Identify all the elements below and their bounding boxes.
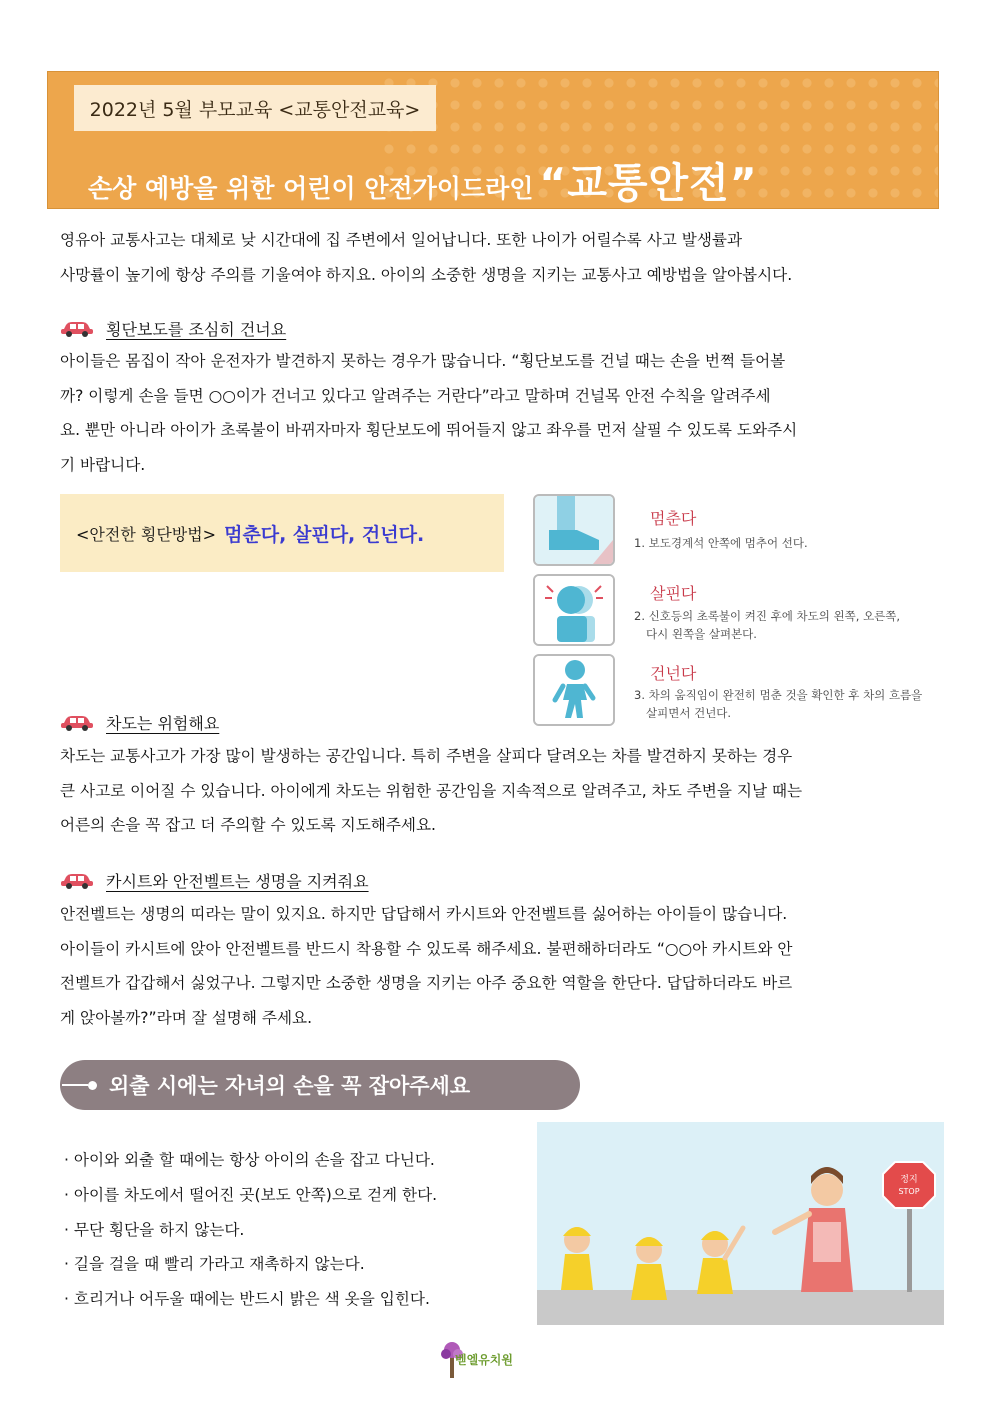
intro-line: 사망률이 높기에 항상 주의를 기울여야 하지요. 아이의 소중한 생명을 지키는 교통사고 예방법을 알아봅시다. [60,265,793,284]
intro-paragraph [60,223,940,292]
section-heading-carseat [60,866,369,894]
children-crossing-illustration [537,1122,944,1325]
walking-icon [533,654,615,726]
step-title: 살핀다 [650,584,697,603]
body-line: 아이들은 몸집이 작아 운전자가 발견하지 못하는 경우가 많습니다. “횡단보도를 건널 때는 손을 번쩍 들어볼 [60,352,786,370]
car-icon [60,712,94,732]
body-line: 아이들이 카시트에 앉아 안전벨트를 반드시 착용할 수 있도록 해주세요. 불편해하더라도 “○○아 카시트와 안 [60,939,793,958]
section-body-crosswalk [60,344,940,482]
step-desc-line: 다시 왼쪽을 살펴본다. [646,627,757,641]
safe-crossing-box [60,494,504,572]
body-line: 안전벨트는 생명의 띠라는 말이 있지요. 하지만 답답해서 카시트와 안전벨트를 싫어하는 아이들이 많습니다. [60,905,788,923]
outing-banner [60,1060,580,1110]
tip-item: · 아이와 외출 할 때에는 항상 아이의 손을 잡고 다닌다. [64,1151,435,1169]
step-desc [634,534,808,552]
body-line: 까? 이렇게 손을 들면 ○○이가 건너고 있다고 알려주는 거란다”라고 말하며 건널목 안전 수칙을 알려주세 [60,386,771,405]
stop-sign-text: STOP [898,1187,920,1196]
section-heading-crosswalk [60,314,286,342]
section-heading-text: 횡단보도를 조심히 건너요 [106,319,287,339]
body-line: 기 바랍니다. [60,455,146,474]
step-title: 멈춘다 [650,509,697,528]
outing-banner-text: 외출 시에는 자녀의 손을 꼭 잡아주세요 [109,1074,471,1098]
step-desc-line: 살피면서 건넌다. [646,706,732,720]
foot-stop-icon [533,494,615,566]
look-around-icon [533,574,615,646]
section-heading-text: 차도는 위험해요 [106,713,220,733]
step-desc-line: 2. 신호등의 초록불이 켜진 후에 차도의 왼쪽, 오른쪽, [634,609,901,623]
body-line: 큰 사고로 이어질 수 있습니다. 아이에게 차도는 위험한 공간임을 지속적으로 알려주고, 차도 주변을 지날 때는 [60,781,803,800]
step-desc-line: 1. 보도경계석 안쪽에 멈추어 선다. [634,536,808,550]
tip-item: · 길을 걸을 때 빨리 가라고 재촉하지 않는다. [64,1255,365,1273]
banner-subtitle: 2022년 5월 부모교육 <교통안전교육> [74,85,436,131]
tip-item: · 아이를 차도에서 떨어진 곳(보도 안쪽)으로 걷게 한다. [64,1186,438,1204]
step-desc [634,686,922,722]
step-desc [634,607,900,643]
body-line: 차도는 교통사고가 가장 많이 발생하는 공간입니다. 특히 주변을 살피다 달려오는 차를 발견하지 못하는 경우 [60,747,793,765]
body-line: 어른의 손을 꼭 잡고 더 주의할 수 있도록 지도해주세요. [60,816,437,834]
body-line: 요. 뿐만 아니라 아이가 초록불이 바뀌자마자 횡단보도에 뛰어들지 않고 좌우를 먼저 살필 수 있도록 도와주시 [60,421,798,439]
stop-sign-text: 정지 [900,1175,918,1185]
section-body-carseat [60,897,940,1035]
section-body-roadway [60,739,940,843]
step-title: 건넌다 [650,664,697,683]
tip-item: · 무단 횡단을 하지 않는다. [64,1221,245,1239]
body-line: 게 앉아볼까?”라며 잘 설명해 주세요. [60,1008,313,1027]
banner-title-main: “교통안전” [539,159,758,207]
safe-crossing-actions: 멈춘다, 살핀다, 건넌다. [224,523,425,546]
safe-crossing-label: <안전한 횡단방법> [76,524,217,544]
step-desc-line: 3. 차의 움직임이 완전히 멈춘 것을 확인한 후 차의 흐름을 [634,688,923,702]
header-banner [47,71,939,209]
kindergarten-logo-text: 벧엘유치원 [455,1353,513,1367]
section-heading-roadway [60,708,219,736]
banner-title-prefix: 손상 예방을 위한 어린이 안전가이드라인 [88,174,534,203]
car-icon [60,870,94,890]
intro-line: 영유아 교통사고는 대체로 낮 시간대에 집 주변에서 일어납니다. 또한 나이가 어릴수록 사고 발생률과 [60,231,743,249]
banner-dot-decoration [88,1081,97,1090]
tip-item: · 흐리거나 어두울 때에는 반드시 밝은 색 옷을 입힌다. [64,1290,430,1308]
body-line: 전벨트가 갑갑해서 싫었구나. 그렇지만 소중한 생명을 지키는 아주 중요한 역할을 한단다. 답답하더라도 바르 [60,974,793,992]
banner-title [88,150,758,209]
section-heading-text: 카시트와 안전벨트는 생명을 지켜줘요 [106,871,369,891]
banner-line-decoration [62,1084,88,1086]
car-icon [60,318,94,338]
